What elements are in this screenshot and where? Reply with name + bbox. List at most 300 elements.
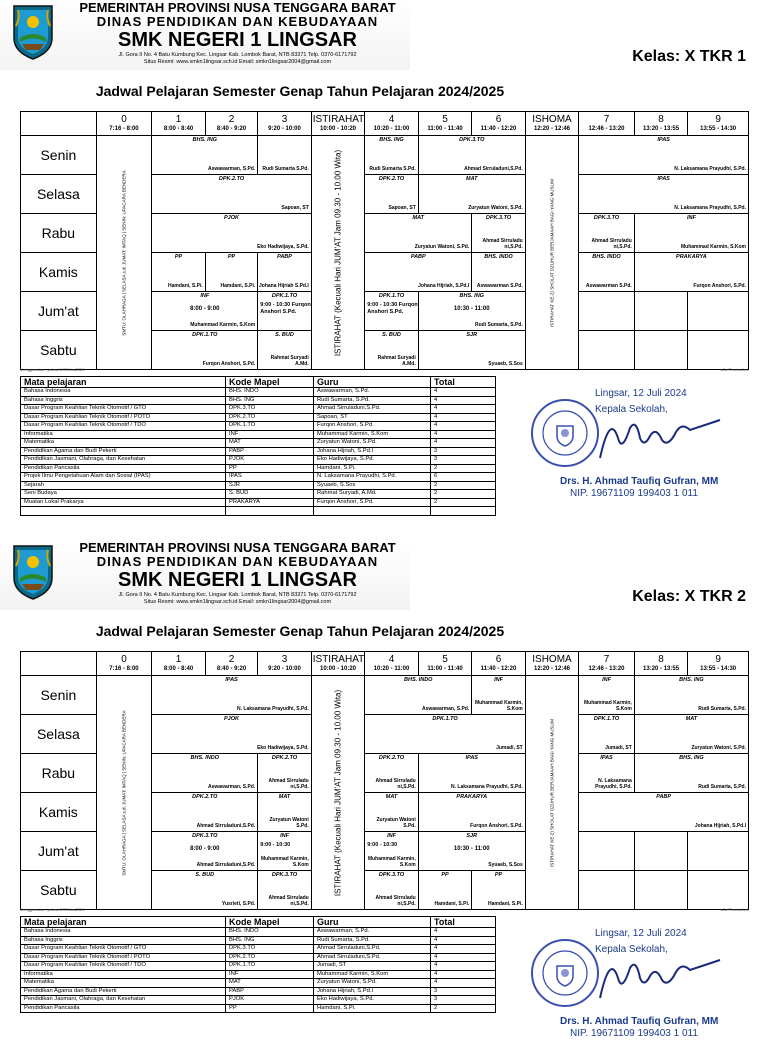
lesson-cell (365, 871, 419, 910)
legend-subject: Pendidikan Jasmani, Olahraga, dan Kesehatan (21, 456, 226, 465)
legend-row (21, 413, 496, 422)
lesson-cell (579, 832, 635, 871)
day-label: Rabu (21, 754, 97, 793)
lesson-teacher: N. Laksamana Prayudhi, S.Pd. (451, 784, 523, 790)
period-number: 5 (442, 114, 448, 125)
legend-row (21, 456, 496, 465)
period-time: 11:00 - 11:40 (427, 126, 463, 132)
lesson-subject-code: IPAS (465, 755, 478, 761)
lesson-teacher: Aswawarman, S.Pd. (208, 784, 256, 790)
lesson-subject-code: BHS. ING (379, 137, 404, 143)
period-number: 6 (495, 114, 502, 125)
school-address: Jl. Gora II No. 4 Batu Kumbung Kec. Lingsar Kab. Lombok Barat, NTB 83371 Telp. 0370-6171792 (118, 52, 357, 58)
lesson-teacher: Muhammad Karmin, S.Kom (190, 322, 256, 328)
lesson-teacher: Syuaeb, S.Sos (488, 862, 523, 868)
lesson-subject-code: DPK.3.TO (593, 215, 620, 221)
period-number: ISHOMA (532, 114, 572, 125)
lesson-cell (579, 871, 635, 910)
legend-teacher: Furqon Anshori, S.Pd. (314, 422, 431, 431)
lesson-cell (634, 754, 748, 793)
period-number: 2 (228, 114, 235, 125)
legend-teacher: Ahmad Sirruladuni,S.Pd. (314, 953, 431, 962)
legend-teacher: Eko Hadiwijaya, S.Pd. (314, 456, 431, 465)
istirahat-break (311, 676, 365, 910)
lesson-subject-code: DPK.3.TO (485, 215, 512, 221)
legend-subject: Dasar Program Keahlian Teknik Otomotif / GTO (21, 405, 226, 414)
legend-total: 4 (431, 936, 496, 945)
period-header (365, 112, 419, 136)
legend-header-row (21, 917, 496, 928)
legend-total: 3 (431, 456, 496, 465)
lesson-subject-code: INF (602, 677, 611, 683)
period-time: 7:16 - 8:00 (109, 666, 139, 672)
day-label: Sabtu (21, 331, 97, 370)
lesson-subject-code: PP (494, 872, 503, 878)
legend-code: PP (226, 464, 314, 473)
legend-subject: Pendidikan Pancasila (21, 1004, 226, 1013)
period-time: 8:40 - 9:20 (216, 666, 247, 672)
legend-row (21, 405, 496, 414)
lesson-cell (152, 253, 206, 292)
province-logo-icon (10, 4, 56, 60)
legend-subject: Dasar Program Keahlian Teknik Otomotif / GTO (21, 945, 226, 954)
legend-subject: Dasar Program Keahlian Teknik Otomotif / POTO (21, 953, 226, 962)
lesson-subject-code: DPK.3.TO (192, 833, 218, 839)
lesson-teacher: Ahmad Sirruladuni,S.Pd. (464, 166, 523, 172)
period-header (579, 652, 635, 676)
day-label: Sabtu (21, 871, 97, 910)
lesson-subject-code: BHS. INDO (404, 677, 433, 683)
period-time: 12:46 - 13:20 (588, 126, 625, 132)
legend-header-code: Kode Mapel (226, 377, 314, 388)
lesson-cell (258, 331, 312, 370)
lesson-cell (152, 175, 312, 214)
lesson-subject-code: PRAKARYA (456, 794, 488, 800)
legend-total: 4 (431, 970, 496, 979)
lesson-subject-code: MAT (465, 176, 478, 182)
lesson-subject-code: BHS. ING (192, 137, 217, 143)
legend-code: DPK.2.TO (226, 953, 314, 962)
legend-teacher: Hamdani, S.Pi. (314, 1004, 431, 1013)
lesson-teacher: Sapoan, ST (281, 205, 309, 211)
legend-subject: Projek Ilmu Pengetahuan Alam dan Sosial (IPAS) (21, 473, 226, 482)
period-header (311, 652, 365, 676)
lesson-teacher: N. Laksamana Prayudhi, S.Pd. (674, 166, 746, 172)
lesson-teacher: Johana Hijriah, S.Pd.I (694, 823, 746, 829)
lesson-cell (472, 871, 526, 910)
lesson-subject-code: BHS. INDO (484, 254, 513, 260)
lesson-teacher: Yusrieti, S.Pd. (221, 901, 256, 907)
lesson-cell (579, 292, 635, 331)
istirahat-break (311, 136, 365, 370)
schedule-title: Jadwal Pelajaran Semester Genap Tahun Pelajaran 2024/2025 (95, 623, 505, 639)
lesson-cell (634, 253, 748, 292)
letterhead-line-government: PEMERINTAH PROVINSI NUSA TENGGARA BARAT (79, 0, 396, 15)
legend-code: BHS. ING (226, 936, 314, 945)
legend-code: BHS. INDO (226, 928, 314, 937)
legend-code: PJOK (226, 996, 314, 1005)
period-number: 1 (175, 654, 182, 665)
period-0-activities (96, 676, 152, 910)
lesson-subject-code: IPAS (225, 677, 238, 683)
lesson-subject-code: PP (227, 254, 236, 260)
lesson-teacher: Rahmat Suryadi A.Md. (270, 355, 309, 367)
period-number: 9 (715, 654, 721, 665)
period-time: 8:00 - 8:40 (163, 666, 194, 672)
lesson-subject-code: DPK.1.TO (271, 293, 298, 299)
lesson-subject-code: INF (494, 677, 503, 683)
period-number: 0 (121, 114, 127, 125)
legend-subject: Dasar Program Keahlian Teknik Otomotif / TDO (21, 962, 226, 971)
lesson-time: 10:30 - 11:00 (453, 846, 490, 852)
legend-total: 4 (431, 422, 496, 431)
school-address: Jl. Gora II No. 4 Batu Kumbung Kec. Lingsar Kab. Lombok Barat, NTB 83371 Telp. 0370-6171792 (118, 592, 357, 598)
legend-total: 2 (431, 1004, 496, 1013)
period-header (472, 112, 526, 136)
legend-total: 4 (431, 962, 496, 971)
lesson-teacher: Sapoan, ST (388, 205, 416, 211)
schedule-sheet-x-tkr-1 (0, 0, 768, 512)
generator-note: Menggunakan: jadwal 8/20/Ass2024 (20, 907, 85, 912)
legend-header-total: Total (431, 917, 496, 928)
period-time: 11:00 - 11:40 (427, 666, 463, 672)
lesson-teacher: Rudi Sumarta, S.Pd. (698, 706, 746, 712)
period-header (96, 112, 152, 136)
period-number: 3 (281, 654, 288, 665)
lesson-subject-code: SJR (466, 833, 478, 839)
legend-header-subject: Mata pelajaran (21, 917, 226, 928)
lesson-teacher: Rudi Sumarta, S.Pd. (698, 784, 746, 790)
lesson-cell (152, 292, 258, 331)
legend-row (21, 388, 496, 397)
lesson-subject-code: PABP (410, 254, 426, 260)
timetable-corner (21, 652, 97, 676)
letterhead (0, 0, 410, 70)
lesson-time: 8:00 - 9:00 (190, 306, 220, 312)
lesson-subject-code: DPK.1.TO (593, 716, 620, 722)
legend-subject: Bahasa Inggris (21, 936, 226, 945)
schedule-sheet-x-tkr-2 (0, 540, 768, 1052)
period-time: 10:20 - 11:00 (373, 126, 410, 132)
lesson-subject-code: BHS. INDO (592, 254, 621, 260)
lesson-teacher: Syuaeb, S.Sos (488, 361, 523, 367)
period-0-activities (96, 136, 152, 370)
letterhead (0, 540, 410, 610)
lesson-cell (152, 214, 312, 253)
generator-note: Menggunakan: jadwal 8/20/Ass2024 (20, 367, 85, 372)
legend-subject: Pendidikan Jasmani, Olahraga, dan Kesehatan (21, 996, 226, 1005)
legend-row (21, 439, 496, 448)
lesson-teacher: Hamdani, S.Pi. (168, 283, 203, 289)
schedule-title: Jadwal Pelajaran Semester Genap Tahun Pelajaran 2024/2025 (95, 83, 505, 99)
istirahat-break-text: ISTIRAHAT (Kecuali Hari JUM'AT Jam 09.30 - 10.00 Wita) (333, 689, 343, 896)
lesson-subject-code: MAT (385, 794, 398, 800)
legend-teacher: Aswawarman, S.Pd. (314, 388, 431, 397)
legend-row (21, 970, 496, 979)
legend-header-code: Kode Mapel (226, 917, 314, 928)
period-header (258, 652, 312, 676)
lesson-cell (418, 871, 472, 910)
legend-subject: Matematika (21, 979, 226, 988)
lesson-subject-code: BHS. INDO (190, 755, 219, 761)
lesson-teacher: Aswawarman, S.Pd. (422, 706, 470, 712)
lesson-cell (152, 871, 258, 910)
legend-total: 4 (431, 388, 496, 397)
lesson-cell (418, 292, 525, 331)
lesson-cell (365, 754, 419, 793)
legend-code: MAT (226, 979, 314, 988)
lesson-cell (152, 331, 258, 370)
lesson-cell (418, 331, 525, 370)
lesson-teacher: Johana Hijriah, S.Pd.I (418, 283, 470, 289)
period-number: 4 (388, 114, 395, 125)
lesson-cell (418, 175, 525, 214)
period-number: 2 (228, 654, 235, 665)
lesson-teacher: Furqon Anshori, S.Pd. (470, 823, 523, 829)
lesson-cell (258, 292, 312, 331)
legend-row (21, 473, 496, 482)
legend-teacher: Johana Hijriah, S.Pd.I (314, 447, 431, 456)
period-header (634, 112, 688, 136)
lesson-teacher: Jumadi, ST (496, 745, 523, 751)
lesson-cell (258, 754, 312, 793)
lesson-cell (258, 832, 312, 871)
lesson-teacher: Rudi Sumarta, S.Pd. (474, 322, 523, 328)
lesson-teacher: Muhammad Karmin, S.Kom (260, 856, 309, 868)
period-header (634, 652, 688, 676)
period-time: 13:20 - 13:55 (643, 126, 680, 132)
legend-row (21, 447, 496, 456)
istirahat-break-text: ISTIRAHAT (Kecuali Hari JUM'AT Jam 09.30 - 10.00 Wita) (333, 149, 343, 356)
legend-total: 4 (431, 396, 496, 405)
lesson-cell (205, 253, 258, 292)
signature-role: Kepala Sekolah, (595, 404, 668, 415)
legend-header-total: Total (431, 377, 496, 388)
timetable (20, 111, 749, 370)
subject-legend (20, 376, 496, 516)
period-time: 10:00 - 10:20 (319, 666, 357, 672)
lesson-time: 9:00 - 10:30 Furqon Anshori S.Pd. (260, 302, 311, 315)
legend-total: 2 (431, 464, 496, 473)
lesson-cell (472, 676, 526, 715)
legend-total: 4 (431, 439, 496, 448)
legend-total: 4 (431, 928, 496, 937)
lesson-teacher: Rahmat Suryadi A.Md. (377, 355, 416, 367)
period-time: 9:20 - 10:00 (268, 666, 301, 672)
lesson-cell (418, 793, 525, 832)
legend-teacher: Furqon Anshori, S.Pd. (314, 498, 431, 507)
lesson-cell (418, 136, 525, 175)
legend-teacher: Muhammad Karmin, S.Kom (314, 430, 431, 439)
period-number: 9 (715, 114, 721, 125)
period-header (418, 652, 472, 676)
lesson-cell (472, 214, 526, 253)
ishoma-break-text: ISTIRAHAT KE-2) SHOLAT DZUHUR BERJAMAAH BAGI YANG MUSLIM (549, 718, 555, 867)
legend-subject: Dasar Program Keahlian Teknik Otomotif / POTO (21, 413, 226, 422)
legend-teacher: Sapoan, ST (314, 413, 431, 422)
lesson-subject-code: PJOK (224, 215, 239, 221)
lesson-cell (418, 832, 525, 871)
period-header (365, 652, 419, 676)
lesson-cell (258, 871, 312, 910)
legend-total: 4 (431, 945, 496, 954)
legend-code: BHS. ING (226, 396, 314, 405)
lesson-subject-code: PABP (656, 794, 672, 800)
lesson-cell (365, 793, 419, 832)
timetable (20, 651, 749, 910)
legend-code: INF (226, 970, 314, 979)
lesson-cell (365, 253, 472, 292)
legend-subject: Pendidikan Agama dan Budi Pekerti (21, 987, 226, 996)
lesson-cell (688, 331, 749, 370)
period-time: 10:20 - 11:00 (373, 666, 410, 672)
legend-teacher: Ahmad Sirruladuni,S.Pd. (314, 405, 431, 414)
signature-role: Kepala Sekolah, (595, 944, 668, 955)
day-label: Jum'at (21, 832, 97, 871)
lesson-teacher: Jumadi, ST (605, 745, 632, 751)
day-label: Selasa (21, 175, 97, 214)
class-label: Kelas: X TKR 2 (632, 588, 746, 605)
lesson-teacher: Aswawarman S.Pd. (585, 283, 632, 289)
period-number: 7 (603, 654, 610, 665)
legend-code: PABP (226, 447, 314, 456)
lesson-teacher: Furqon Anshori, S.Pd. (693, 283, 746, 289)
legend-teacher: Ahmad Sirruladuni,S.Pd. (314, 945, 431, 954)
legend-total: 2 (431, 498, 496, 507)
lesson-teacher: Zuryatun Watoni, S.Pd. (468, 205, 523, 211)
lesson-teacher: Zuryatun Watoni S.Pd. (376, 817, 416, 829)
principal-nip: NIP. 19671109 199403 1 011 (570, 1028, 698, 1039)
legend-row (21, 987, 496, 996)
period-number: 4 (388, 654, 395, 665)
lesson-teacher: Ahmad Sirruladu ni,S.Pd. (268, 778, 309, 790)
legend-header-teacher: Guru (314, 917, 431, 928)
period-number: 6 (495, 654, 502, 665)
lesson-cell (634, 715, 748, 754)
signature-place-date: Lingsar, 12 Juli 2024 (595, 928, 687, 939)
lesson-teacher: Eko Hadiwijaya, S.Pd. (257, 244, 309, 250)
lesson-subject-code: MAT (412, 215, 424, 221)
legend-total: 4 (431, 413, 496, 422)
timetable-corner (21, 112, 97, 136)
lesson-teacher: Ahmad Sirruladu ni,S.Pd. (268, 895, 309, 907)
lesson-subject-code: DPK.1.TO (192, 332, 218, 338)
lesson-cell (365, 676, 472, 715)
lesson-teacher: Ahmad Sirruladu ni,S.Pd. (375, 778, 416, 790)
legend-code: DPK.2.TO (226, 413, 314, 422)
lesson-cell (152, 793, 258, 832)
lesson-cell (579, 331, 635, 370)
legend-subject (21, 507, 226, 516)
period-0-activities-text: SMTU: OLAHRAGA | SELASA s.d. JUMAT: IMTAQ | SENIN: UPACARA BENDERA (121, 169, 127, 336)
legend-total: 4 (431, 430, 496, 439)
lesson-teacher: Ahmad Sirruladu ni,S.Pd. (482, 238, 523, 250)
lesson-subject-code: BHS. ING (679, 755, 704, 761)
lesson-teacher: Hamdani, S.Pi. (220, 283, 256, 289)
school-website: Situs Resmi: www.smkn1lingsar.sch.id Email: smkn1lingsar2004@gmail.com (143, 599, 332, 605)
period-header (152, 112, 206, 136)
signature-block (530, 386, 760, 506)
day-label: Selasa (21, 715, 97, 754)
period-time: 13:55 - 14:30 (700, 666, 737, 672)
day-label: Kamis (21, 793, 97, 832)
period-time: 8:00 - 8:40 (163, 126, 194, 132)
lesson-cell (365, 832, 419, 871)
legend-code: PRAKARYA (226, 498, 314, 507)
timetable-row (21, 136, 749, 175)
lesson-teacher: Hamdani, S.Pi. (434, 901, 470, 907)
lesson-time: 10:30 - 11:00 (453, 306, 490, 312)
period-time: 9:20 - 10:00 (268, 126, 301, 132)
legend-subject: Bahasa Indonesia (21, 928, 226, 937)
lesson-teacher: Furqon Anshori, S.Pd. (202, 361, 256, 367)
period-number: 1 (175, 114, 182, 125)
lesson-cell (579, 715, 635, 754)
legend-subject: Informatika (21, 970, 226, 979)
period-time: 10:00 - 10:20 (319, 126, 357, 132)
lesson-teacher: Zuryatun Watoni, S.Pd. (691, 745, 746, 751)
legend-row (21, 953, 496, 962)
period-header (205, 652, 258, 676)
period-number: 7 (603, 114, 610, 125)
lesson-subject-code: S. BUD (275, 332, 294, 338)
period-header (525, 652, 579, 676)
period-number: 8 (658, 654, 664, 665)
period-header (258, 112, 312, 136)
lesson-teacher: Rudi Sumarta S.Pd. (369, 166, 416, 172)
period-time: 8:40 - 9:20 (216, 126, 247, 132)
lesson-cell (365, 292, 419, 331)
legend-teacher: Rudi Sumarta, S.Pd. (314, 936, 431, 945)
legend-code: IPAS (226, 473, 314, 482)
period-header (311, 112, 365, 136)
legend-teacher: Eko Hadiwijaya, S.Pd. (314, 996, 431, 1005)
lesson-teacher: Eko Hadiwijaya, S.Pd. (257, 745, 309, 751)
lesson-subject-code: INF (200, 293, 210, 299)
timetable-brand: aSc Timetables (720, 367, 748, 372)
legend-teacher: Johana Hijriah, S.Pd.I (314, 987, 431, 996)
legend-header-subject: Mata pelajaran (21, 377, 226, 388)
legend-code: DPK.1.TO (226, 422, 314, 431)
legend-total: 4 (431, 405, 496, 414)
legend-code: MAT (226, 439, 314, 448)
lesson-subject-code: BHS. ING (679, 677, 704, 683)
legend-code: PP (226, 1004, 314, 1013)
legend-teacher: Rahmat Suryadi, A.Md. (314, 490, 431, 499)
day-label: Senin (21, 136, 97, 175)
lesson-subject-code: DPK.2.TO (378, 755, 405, 761)
period-time: 12:20 - 12:46 (533, 666, 571, 672)
province-logo-icon (10, 544, 56, 600)
period-header (472, 652, 526, 676)
lesson-time: 9:00 - 10:30 (260, 842, 291, 848)
legend-total: 2 (431, 481, 496, 490)
lesson-cell (365, 214, 472, 253)
day-label: Senin (21, 676, 97, 715)
ishoma-break (525, 676, 579, 910)
legend-total (431, 507, 496, 516)
legend-subject: Informatika (21, 430, 226, 439)
period-header (152, 652, 206, 676)
school-name: SMK NEGERI 1 LINGSAR (118, 29, 357, 51)
legend-code (226, 507, 314, 516)
legend-subject: Bahasa Inggris (21, 396, 226, 405)
lesson-cell (634, 871, 688, 910)
legend-row (21, 936, 496, 945)
lesson-cell (365, 175, 419, 214)
day-label: Rabu (21, 214, 97, 253)
lesson-cell (634, 331, 688, 370)
